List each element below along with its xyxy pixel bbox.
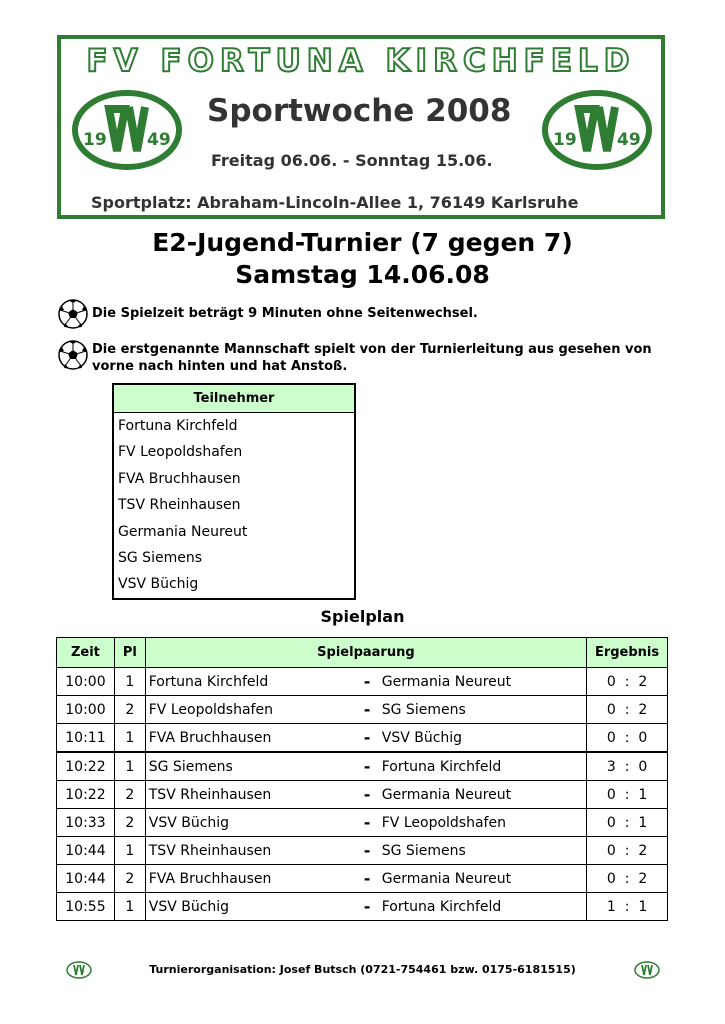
home-team: SG Siemens [148, 759, 233, 775]
away-team: Fortuna Kirchfeld [381, 759, 502, 775]
away-team: FV Leopoldshafen [381, 815, 506, 831]
home-team: Fortuna Kirchfeld [148, 674, 269, 690]
schedule-table [56, 637, 668, 921]
match-pairing [145, 809, 586, 837]
away-team: SG Siemens [381, 702, 466, 718]
col-pl: Pl [114, 638, 145, 668]
pairing-separator: - [363, 757, 371, 776]
away-goals: 1 [638, 898, 648, 915]
home-goals: 0 [606, 673, 616, 690]
col-spielpaarung: Spielpaarung [145, 638, 586, 668]
match-pitch: 1 [114, 724, 145, 753]
away-goals: 2 [638, 673, 648, 690]
match-result [587, 893, 668, 921]
match-pitch: 2 [114, 809, 145, 837]
svg-text:19: 19 [553, 130, 577, 150]
match-time: 10:55 [57, 893, 115, 921]
table-row [57, 724, 668, 753]
match-result [587, 696, 668, 724]
away-goals: 0 [638, 729, 648, 746]
tournament-date: Samstag 14.06.08 [235, 260, 490, 289]
schedule-title: Spielplan [320, 607, 405, 626]
svg-text:49: 49 [617, 130, 641, 150]
match-result [587, 668, 668, 696]
match-time: 10:33 [57, 809, 115, 837]
match-time: 10:00 [57, 696, 115, 724]
pairing-separator: - [363, 700, 371, 719]
participants-header: Teilnehmer [114, 385, 354, 413]
away-team: SG Siemens [381, 843, 466, 859]
table-row [57, 668, 668, 696]
away-team: Germania Neureut [381, 787, 512, 803]
pairing-separator: - [363, 869, 371, 888]
score-separator: : [624, 814, 630, 831]
match-time: 10:00 [57, 668, 115, 696]
home-goals: 0 [606, 786, 616, 803]
home-team: FVA Bruchhausen [148, 871, 272, 887]
soccer-ball-icon [58, 340, 88, 370]
home-goals: 0 [606, 701, 616, 718]
schedule-header-row [57, 638, 668, 668]
home-goals: 3 [606, 758, 616, 775]
pairing-separator: - [363, 785, 371, 804]
home-team: FV Leopoldshafen [148, 702, 273, 718]
score-separator: : [624, 673, 630, 690]
home-goals: 0 [606, 842, 616, 859]
match-pairing [145, 696, 586, 724]
home-team: TSV Rheinhausen [148, 843, 272, 859]
score-separator: : [624, 870, 630, 887]
match-result [587, 865, 668, 893]
participant: TSV Rheinhausen [118, 497, 241, 514]
score-separator: : [624, 758, 630, 775]
participant: VSV Büchig [118, 576, 199, 593]
home-team: TSV Rheinhausen [148, 787, 272, 803]
match-result [587, 724, 668, 753]
away-team: VSV Büchig [381, 730, 463, 746]
participant: Fortuna Kirchfeld [118, 418, 238, 434]
table-row [57, 752, 668, 781]
match-pitch: 1 [114, 837, 145, 865]
table-row [57, 865, 668, 893]
match-pairing [145, 837, 586, 865]
match-time: 10:22 [57, 752, 115, 781]
away-goals: 0 [638, 758, 648, 775]
club-name: FV FORTUNA KIRCHFELD [86, 43, 636, 79]
club-logo-icon [71, 89, 183, 171]
match-pitch: 1 [114, 893, 145, 921]
col-zeit: Zeit [57, 638, 115, 668]
match-pitch: 1 [114, 668, 145, 696]
home-goals: 0 [606, 729, 616, 746]
away-team: Germania Neureut [381, 674, 512, 690]
tournament-title: E2-Jugend-Turnier (7 gegen 7) [152, 228, 573, 257]
table-row [57, 809, 668, 837]
note-game-time: Die Spielzeit beträgt 9 Minuten ohne Seitenwechsel. [92, 306, 478, 321]
match-pairing [145, 724, 586, 753]
home-goals: 1 [606, 898, 616, 915]
pairing-separator: - [363, 897, 371, 916]
match-pitch: 2 [114, 781, 145, 809]
match-result [587, 752, 668, 781]
match-time: 10:22 [57, 781, 115, 809]
event-banner [57, 35, 665, 219]
pairing-separator: - [363, 672, 371, 691]
match-time: 10:11 [57, 724, 115, 753]
match-pairing [145, 893, 586, 921]
participant: Germania Neureut [118, 523, 248, 540]
away-goals: 2 [638, 701, 648, 718]
note-kickoff: Die erstgenannte Mannschaft spielt von der Turnierleitung aus gesehen von vorne nach hinten und hat Anstoß. [92, 342, 652, 374]
table-row [57, 893, 668, 921]
away-team: Fortuna Kirchfeld [381, 899, 502, 915]
match-result [587, 837, 668, 865]
away-team: Germania Neureut [381, 871, 512, 887]
match-pairing [145, 752, 586, 781]
match-pitch: 1 [114, 752, 145, 781]
home-goals: 0 [606, 870, 616, 887]
match-pairing [145, 781, 586, 809]
score-separator: : [624, 701, 630, 718]
score-separator: : [624, 842, 630, 859]
table-row [57, 696, 668, 724]
participant: SG Siemens [118, 549, 202, 566]
home-team: VSV Büchig [148, 899, 230, 915]
away-goals: 1 [638, 814, 648, 831]
table-row [57, 781, 668, 809]
table-row [57, 837, 668, 865]
logo-year-left: 19 [83, 130, 107, 150]
match-result [587, 781, 668, 809]
participant: FVA Bruchhausen [118, 470, 241, 487]
event-venue: Sportplatz: Abraham-Lincoln-Allee 1, 76149 Karlsruhe [91, 193, 579, 212]
home-team: VSV Büchig [148, 815, 230, 831]
match-result [587, 809, 668, 837]
match-time: 10:44 [57, 837, 115, 865]
pairing-separator: - [363, 813, 371, 832]
event-dates: Freitag 06.06. - Sonntag 15.06. [211, 151, 493, 170]
match-pitch: 2 [114, 696, 145, 724]
col-ergebnis: Ergebnis [587, 638, 668, 668]
club-logo-icon [634, 961, 660, 979]
score-separator: : [624, 898, 630, 915]
home-team: FVA Bruchhausen [148, 730, 272, 746]
home-goals: 0 [606, 814, 616, 831]
club-logo-icon [541, 89, 653, 171]
soccer-ball-icon [58, 299, 88, 329]
score-separator: : [624, 729, 630, 746]
footer-contact: Turnierorganisation: Josef Butsch (0721-754461 bzw. 0175-6181515) [149, 963, 576, 976]
match-pairing [145, 865, 586, 893]
logo-year-right: 49 [147, 130, 171, 150]
away-goals: 2 [638, 870, 648, 887]
away-goals: 1 [638, 786, 648, 803]
participant: FV Leopoldshafen [118, 444, 243, 461]
away-goals: 2 [638, 842, 648, 859]
pairing-separator: - [363, 728, 371, 747]
match-pitch: 2 [114, 865, 145, 893]
score-separator: : [624, 786, 630, 803]
participants-table [112, 383, 356, 600]
event-title: Sportwoche 2008 [207, 93, 512, 129]
pairing-separator: - [363, 841, 371, 860]
match-time: 10:44 [57, 865, 115, 893]
match-pairing [145, 668, 586, 696]
